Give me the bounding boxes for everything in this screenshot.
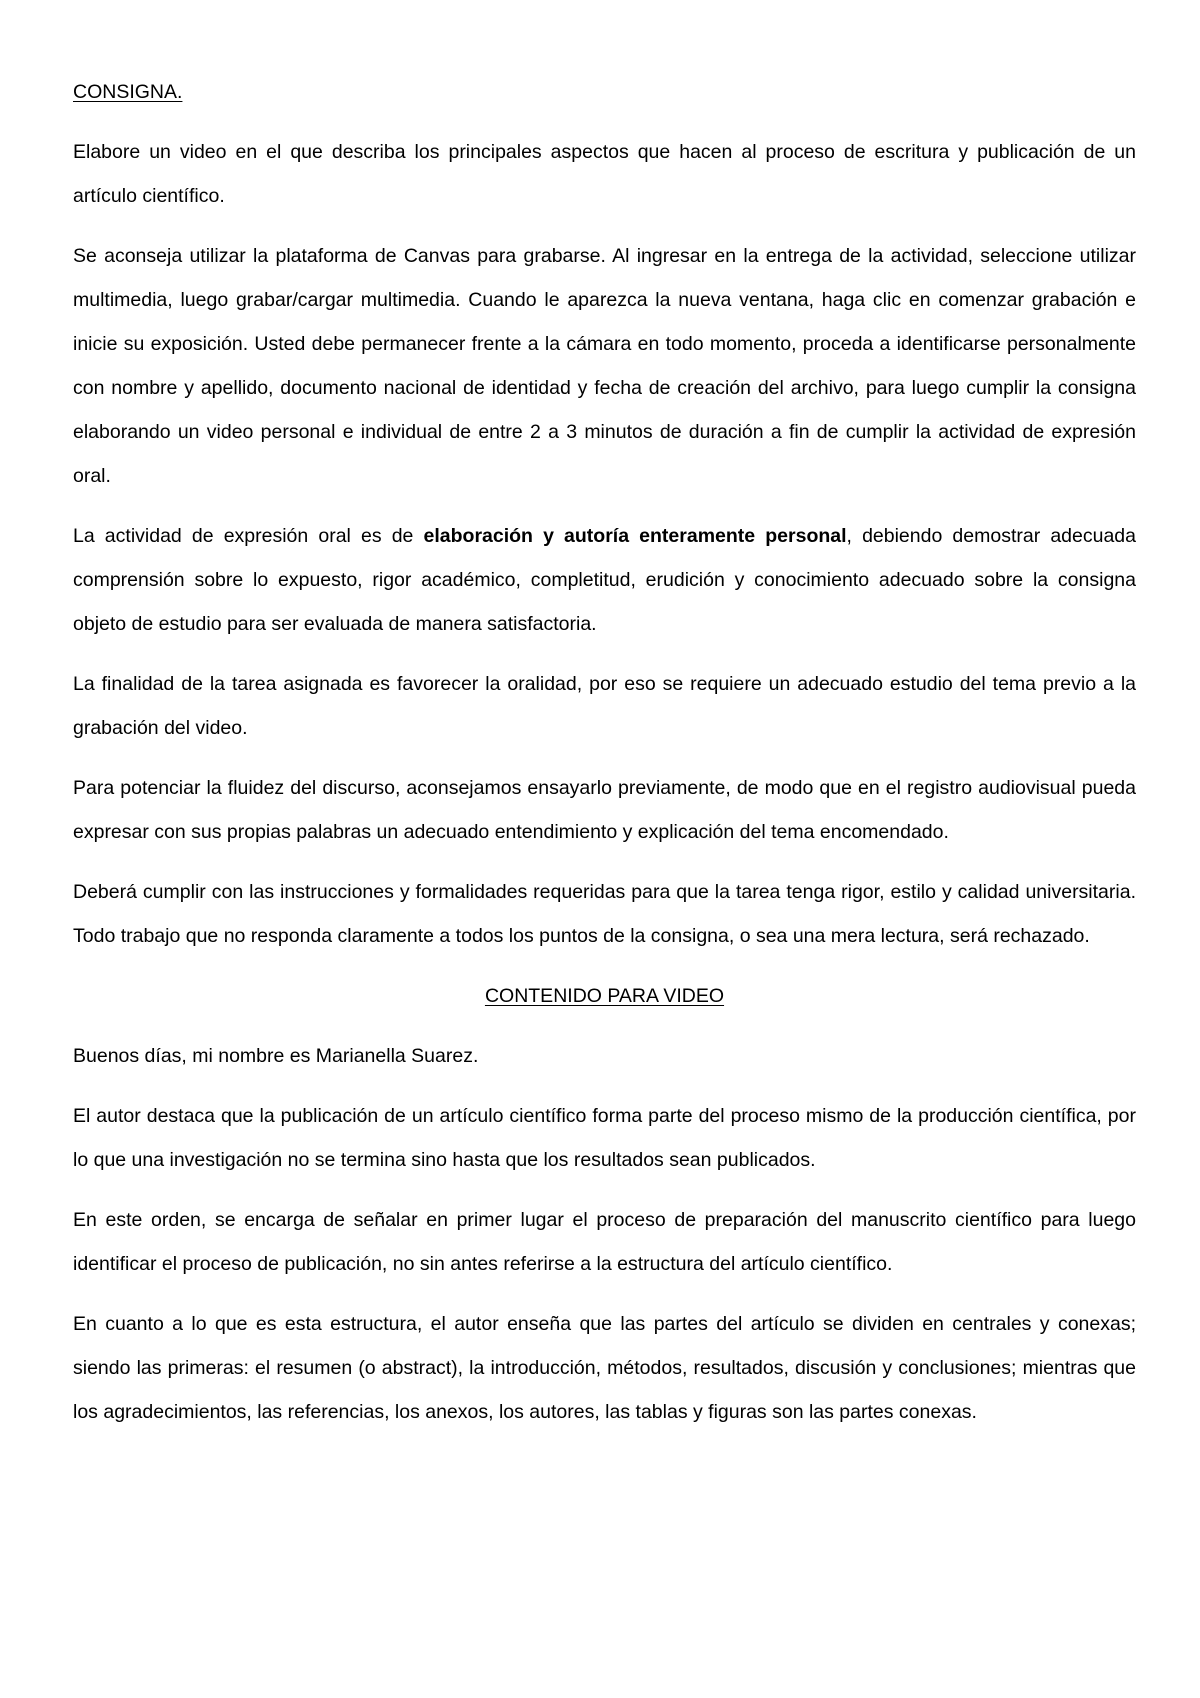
paragraph-manuscript-process: En este orden, se encarga de señalar en primer lugar el proceso de preparación del manuscrito científico para luego identificar el proceso de publicación, no sin antes referirse a la estructura del artículo científico.	[73, 1209, 1136, 1275]
paragraph-task: Elabore un video en el que describa los principales aspectos que hacen al proceso de escritura y publicación de un artículo científico.	[73, 141, 1136, 207]
paragraph-oral-activity-start: La actividad de expresión oral es de	[73, 525, 424, 547]
paragraph-oral-activity	[73, 514, 1136, 646]
paragraph-greeting: Buenos días, mi nombre es Marianella Suarez.	[73, 1045, 479, 1067]
paragraph-oral-activity-bold: elaboración y autoría enteramente personal	[423, 525, 847, 547]
paragraph-requirements: Deberá cumplir con las instrucciones y formalidades requeridas para que la tarea tenga rigor, estilo y calidad universitaria. Todo trabajo que no responda claramente a todos los puntos de la consigna, o sea una mera lectura, será rechazado.	[73, 881, 1136, 947]
paragraph-author-publication: El autor destaca que la publicación de un artículo científico forma parte del proceso mismo de la producción científica, por lo que una investigación no se termina sino hasta que los resultados sean publicados.	[73, 1105, 1136, 1171]
section-title-consigna: CONSIGNA.	[73, 81, 183, 103]
paragraph-canvas-instructions: Se aconseja utilizar la plataforma de Canvas para grabarse. Al ingresar en la entrega de la actividad, seleccione utilizar multimedia, luego grabar/cargar multimedia. Cuando le aparezca la nueva ventana, haga clic en comenzar grabación e inicie su exposición. Usted debe permanecer frente a la cámara en todo momento, proceda a identificarse personalmente con nombre y apellido, documento nacional de identidad y fecha de creación del archivo, para luego cumplir la consigna elaborando un video personal e individual de entre 2 a 3 minutos de duración a fin de cumplir la actividad de expresión oral.	[73, 245, 1136, 487]
document-page	[73, 70, 1136, 1450]
paragraph-purpose: La finalidad de la tarea asignada es favorecer la oralidad, por eso se requiere un adecuado estudio del tema previo a la grabación del video.	[73, 673, 1136, 739]
paragraph-oral-activity-end: , debiendo demostrar adecuada comprensión sobre lo expuesto, rigor académico, completitud, erudición y conocimiento adecuado sobre la consigna objeto de estudio para ser evaluada de manera satisfactoria.	[73, 525, 1136, 635]
section-title-video-content: CONTENIDO PARA VIDEO	[484, 985, 725, 1007]
paragraph-article-structure: En cuanto a lo que es esta estructura, el autor enseña que las partes del artículo se dividen en centrales y conexas; siendo las primeras: el resumen (o abstract), la introducción, métodos, resultados, discusión y conclusiones; mientras que los agradecimientos, las referencias, los anexos, los autores, las tablas y figuras son las partes conexas.	[73, 1313, 1136, 1423]
paragraph-fluency: Para potenciar la fluidez del discurso, aconsejamos ensayarlo previamente, de modo que en el registro audiovisual pueda expresar con sus propias palabras un adecuado entendimiento y explicación del tema encomendado.	[73, 777, 1136, 843]
